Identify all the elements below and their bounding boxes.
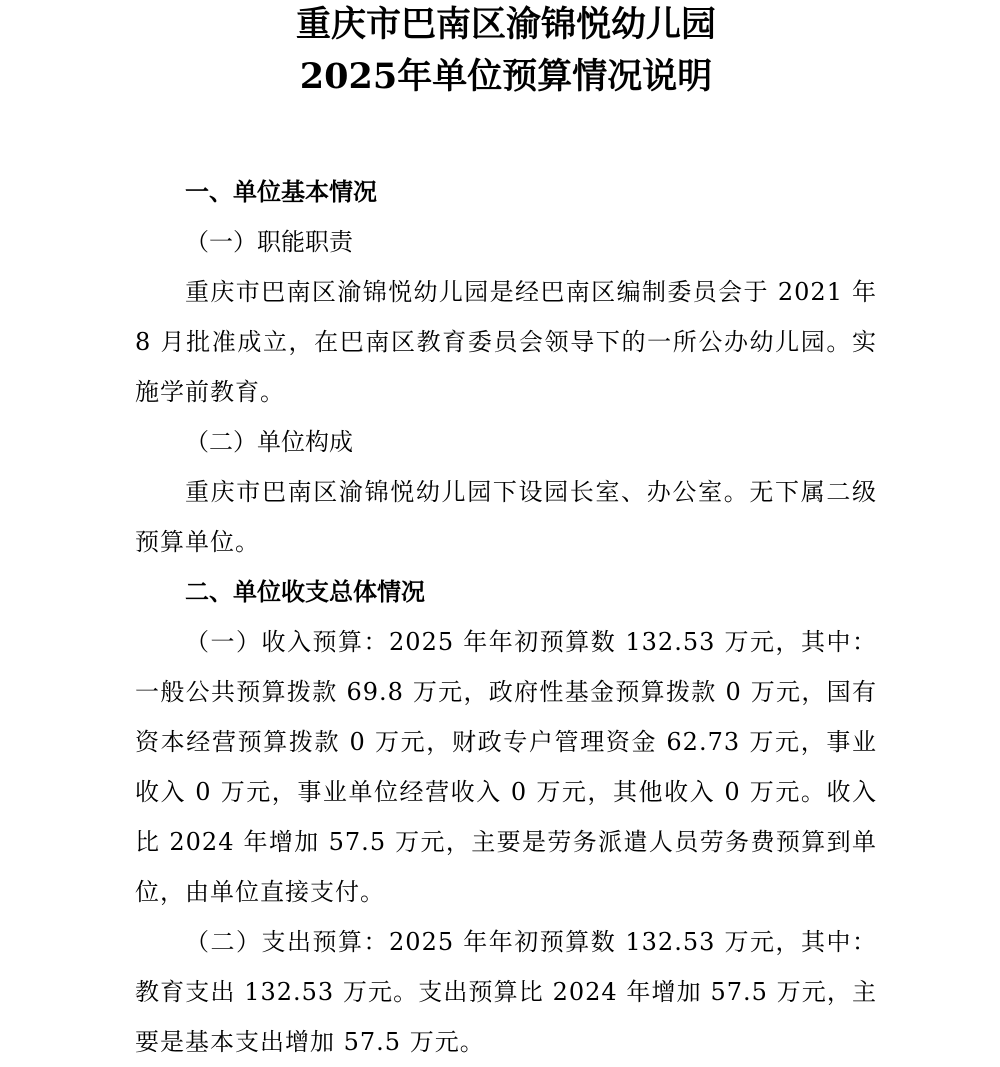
section2-sub2-lead: （二）支出预算： <box>185 928 390 956</box>
section2-heading: 二、单位收支总体情况 <box>185 577 425 606</box>
section2-sub1-lead: （一）收入预算： <box>185 628 390 656</box>
section2-sub1-paragraph <box>135 617 877 917</box>
title-spacer <box>135 99 877 167</box>
section1-sub2-text: 重庆市巴南区渝锦悦幼儿园下设园长室、办公室。无下属二级预算单位。 <box>135 478 877 556</box>
section1-sub1-heading: （一）职能职责 <box>185 228 353 256</box>
document-title-line1: 重庆市巴南区渝锦悦幼儿园 <box>295 4 716 45</box>
section1-sub1-text: 重庆市巴南区渝锦悦幼儿园是经巴南区编制委员会于 2021 年 8 月批准成立，在巴南区教育委员会领导下的一所公办幼儿园。实施学前教育。 <box>135 278 877 406</box>
document-title-line2: 2025年单位预算情况说明 <box>299 55 713 97</box>
section2-sub2-paragraph <box>135 917 877 1067</box>
document-page <box>135 0 877 1067</box>
section2-sub1-text: 2025 年年初预算数 132.53 万元，其中：一般公共预算拨款 69.8 万元，政府性基金预算拨款 0 万元，国有资本经营预算拨款 0 万元，财政专户管理资金 62.73 万元，事业收入 0 万元，事业单位经营收入 0 万元，其他收入 0 万元。收入比 2024 年增加 57.5 万元，主要是劳务派遣人员劳务费预算到单位，由单位直接支付。 <box>135 628 878 906</box>
section1-heading: 一、单位基本情况 <box>185 177 377 206</box>
section2-sub2-text: 2025 年年初预算数 132.53 万元，其中：教育支出 132.53 万元。支出预算比 2024 年增加 57.5 万元，主要是基本支出增加 57.5 万元。 <box>135 928 878 1056</box>
section1-sub2-heading: （二）单位构成 <box>185 428 353 456</box>
